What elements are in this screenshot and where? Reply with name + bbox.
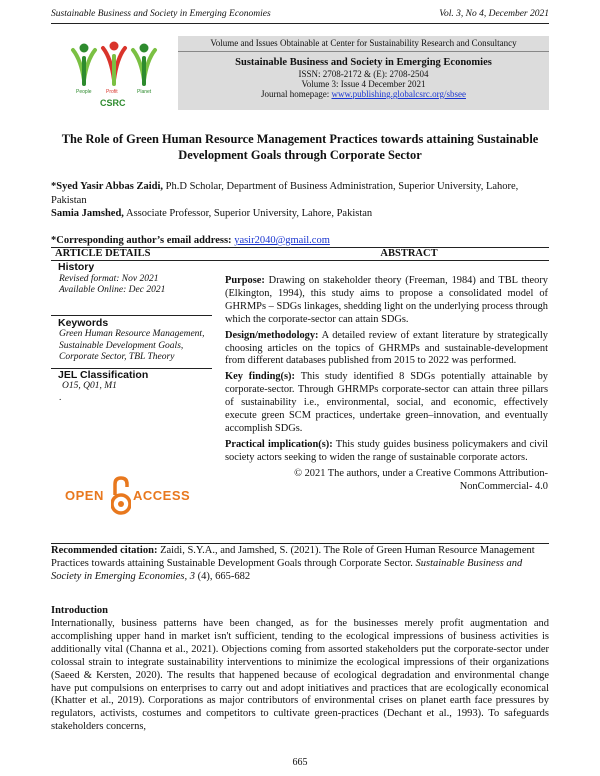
keywords-text: Green Human Resource Management, Sustainable Development Goals, Corporate Sector, TBL Theory xyxy=(59,329,205,362)
citation-label: Recommended citation: xyxy=(51,545,158,556)
homepage-link[interactable]: www.publishing.globalcsrc.org/sbsee xyxy=(331,89,466,99)
citation-volume: 3 xyxy=(187,570,195,582)
introduction-heading: Introduction xyxy=(51,605,108,616)
access-label: ACCESS xyxy=(133,488,191,503)
logo-planet-label: Planet xyxy=(137,89,152,95)
design-text: A detailed review of extant literature by strategically choosing articles on the topics of GHRMPs and sustainable-development from different databases published from 2015 to 2022 was performed. xyxy=(225,329,548,367)
open-label: OPEN xyxy=(65,488,104,503)
running-head-issue: Vol. 3, No 4, December 2021 xyxy=(439,9,549,19)
article-details xyxy=(51,262,212,502)
abstract-header: ABSTRACT xyxy=(380,248,438,259)
author-list xyxy=(51,180,549,221)
journal-name: Sustainable Business and Society in Emerging Economies xyxy=(235,57,492,68)
keywords-section xyxy=(51,316,212,369)
logo-org-label: CSRC xyxy=(100,98,126,108)
available-date: Available Online: Dec 2021 xyxy=(59,285,166,295)
journal-issn: ISSN: 2708-2172 & (E): 2708-2504 xyxy=(298,69,429,79)
history-title: History xyxy=(58,261,95,273)
page-number: 665 xyxy=(292,757,308,768)
csrc-logo xyxy=(51,36,178,110)
author-affiliation: Ph.D Scholar, Department of Business Administration, Superior University, Lahore, Pakistan xyxy=(51,181,519,206)
logo-people-label: People xyxy=(76,89,92,95)
journal-publisher-line: Volume and Issues Obtainable at Center for Sustainability Research and Consultancy xyxy=(178,38,549,52)
license-notice: © 2021 The authors, under a Creative Commons Attribution-NonCommercial- 4.0 xyxy=(294,467,548,492)
jel-title: JEL Classification xyxy=(58,368,149,381)
jel-dot: . xyxy=(59,392,62,403)
introduction-body: Internationally, business patterns have been changed, as for the businesses merely profit augmentation and accomplishing upper hand in market isn't sufficient, tending to the ecological impressions of business activities is additionally vital (Channa et al., 2021). Objections coming from assorted stakeholders put the corporate-sector under colossal strain to integrate sustainability interventions to minimize the ecological impressions of their organizations (Saeed & Kersten, 2020). The results that happened because of ecological degradation and environmental change have put compulsions on enterprises to carry out and adopt initiatives and practices that are ecologically economical (Khatter et al., 2019). Corporations as major contributors of environmental crises on planet earth face pressures by regulators, activists, costumes and competitors to cultivate green-practices (Dechant et al., 1993). To safeguards stakeholders concerns, xyxy=(51,618,549,733)
purpose-text: Drawing on stakeholder theory (Freeman, 1984) and TBL theory (Elkington, 1994), this study aims to propose a consolidated model of GHRMPs – SDGs linkages, shedding light on the underlying process through which the corporate-sector can attain SDGs. xyxy=(225,275,548,325)
section-divider xyxy=(51,543,549,544)
implications-label: Practical implication(s): xyxy=(225,438,333,450)
journal-homepage xyxy=(178,89,549,99)
journal-info-box xyxy=(178,36,549,110)
author-name: Samia Jamshed, xyxy=(51,208,124,219)
keywords-title: Keywords xyxy=(58,316,109,329)
author-affiliation: Associate Professor, Superior University, Lahore, Pakistan xyxy=(123,208,373,219)
jel-codes: O15, Q01, M1 xyxy=(62,381,117,391)
details-table-header xyxy=(51,247,549,261)
csrc-logo-icon xyxy=(51,36,178,110)
design-label: Design/methodology: xyxy=(225,329,319,341)
abstract-purpose xyxy=(225,275,548,327)
citation-pages: (4), 665-682 xyxy=(194,570,251,582)
email-label: *Corresponding author’s email address: xyxy=(51,235,235,246)
homepage-label: Journal homepage: xyxy=(261,89,332,99)
jel-section xyxy=(51,369,212,405)
history-section xyxy=(51,262,212,316)
findings-label: Key finding(s): xyxy=(225,371,295,383)
open-access-badge xyxy=(65,475,205,520)
masthead xyxy=(51,36,549,110)
revised-date: Revised format: Nov 2021 xyxy=(59,273,159,284)
citation-text: Zaidi, S.Y.A., and Jamshed, S. (2021). The Role of Green Human Resource Management Practices towards attaining Sustainable Development Goals through Corporate Sector. xyxy=(51,545,535,569)
author-entry xyxy=(51,207,549,221)
logo-profit-label: Profit xyxy=(106,89,118,95)
paper-title: The Role of Green Human Resource Management Practices towards attaining Sustainable Development Goals through Corporate Sector xyxy=(61,132,539,162)
citation-journal: Sustainable Business and Society in Emerging Economies, xyxy=(51,557,523,582)
header-rule xyxy=(51,23,549,24)
author-entry xyxy=(51,180,549,207)
corresponding-email xyxy=(51,235,330,246)
article-details-header: ARTICLE DETAILS xyxy=(55,248,151,259)
email-link[interactable]: yasir2040@gmail.com xyxy=(234,235,330,246)
purpose-label: Purpose: xyxy=(225,275,265,286)
abstract-implications xyxy=(225,439,548,465)
implications-text: This study guides business policymakers and civil society actors seeking to widen the range of sustainable corporate actors. xyxy=(225,438,548,463)
abstract-findings xyxy=(225,371,548,436)
findings-text: This study identified 8 SDGs potentially attainable by corporate-sector. Through GHRMPs corporate-sector can attain three pillars of sustainability i.e., environmental, social, and economic, effectively execute green SCM practices, undertake green–innovation, and eventually accomplish SDGs. xyxy=(225,371,548,434)
abstract-design xyxy=(225,330,548,369)
running-head xyxy=(51,9,549,19)
recommended-citation xyxy=(51,545,549,583)
abstract-body xyxy=(225,275,548,497)
journal-volume: Volume 3: Issue 4 December 2021 xyxy=(301,79,426,89)
open-lock-icon xyxy=(111,475,131,517)
running-head-journal: Sustainable Business and Society in Emerging Economies xyxy=(51,9,271,19)
author-name: *Syed Yasir Abbas Zaidi, xyxy=(51,181,164,192)
